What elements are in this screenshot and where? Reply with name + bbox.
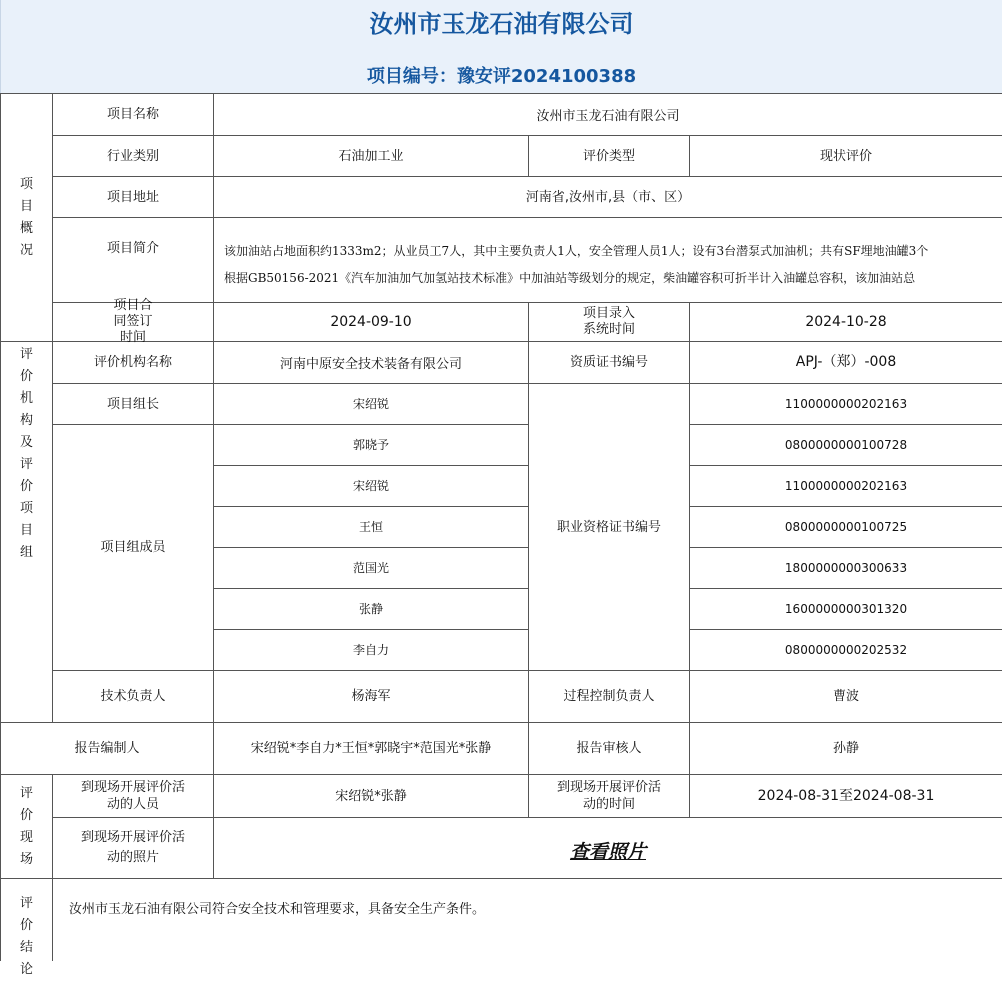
intro-line-1: 该加油站占地面积约1333m2；从业员工7人，其中主要负责人1人，安全管理人员1人；设有3台潜泵式加油机；共有SF埋地油罐3个: [224, 244, 929, 258]
member-name: 张静: [214, 589, 529, 630]
industry-value: 石油加工业: [214, 136, 529, 177]
member-name: 范国光: [214, 548, 529, 589]
entry-date: 2024-10-28: [690, 303, 1002, 342]
company-title: 汝州市玉龙石油有限公司: [369, 10, 634, 38]
industry-label: 行业类别: [53, 136, 214, 177]
site-people-value: 宋绍锐*张静: [214, 775, 529, 818]
tech-value: 杨海军: [214, 671, 529, 723]
site-photo-label: 到现场开展评价活动的照片: [53, 818, 214, 879]
process-label: 过程控制负责人: [529, 671, 690, 723]
contract-label: 项目合同签订时间: [53, 303, 214, 342]
site-time-label: 到现场开展评价活动的时间: [529, 775, 690, 818]
leader-name: 宋绍锐: [214, 384, 529, 425]
site-people-label: 到现场开展评价活动的人员: [53, 775, 214, 818]
leader-label: 项目组长: [53, 384, 214, 425]
site-photo-cell: [214, 818, 1002, 879]
member-cert: 1600000000301320: [690, 589, 1002, 630]
view-photos-link[interactable]: 查看照片: [569, 840, 646, 863]
org-value: 河南中原安全技术装备有限公司: [214, 342, 529, 384]
member-cert: 0800000000100725: [690, 507, 1002, 548]
cert-label: 资质证书编号: [529, 342, 690, 384]
reviewer-label: 报告审核人: [529, 723, 690, 775]
members-label: 项目组成员: [53, 425, 214, 671]
project-number: 项目编号：豫安评2024100388: [366, 66, 637, 87]
reviewer-value: 孙静: [690, 723, 1002, 775]
project-name-label: 项目名称: [53, 94, 214, 136]
conclusion-text: 汝州市玉龙石油有限公司符合安全技术和管理要求，具备安全生产条件。: [69, 902, 486, 917]
section-team: 评价机构及评价项目组: [1, 342, 53, 723]
intro-line-2: 根据GB50156-2021《汽车加油加气加氢站技术标准》中加油站等级划分的规定，柴油罐容积可折半计入油罐总容积，该加油站总: [224, 271, 916, 285]
member-name: 王恒: [214, 507, 529, 548]
eval-type-label: 评价类型: [529, 136, 690, 177]
process-value: 曹波: [690, 671, 1002, 723]
member-cert: 0800000000202532: [690, 630, 1002, 671]
site-time-value: 2024-08-31至2024-08-31: [690, 775, 1002, 818]
leader-cert: 1100000000202163: [690, 384, 1002, 425]
entry-label: 项目录入系统时间: [529, 303, 690, 342]
qual-label: 职业资格证书编号: [529, 384, 690, 671]
project-name-value: 汝州市玉龙石油有限公司: [214, 94, 1002, 136]
member-name: 李自力: [214, 630, 529, 671]
member-name: 宋绍锐: [214, 466, 529, 507]
section-site: 评价现场: [1, 775, 53, 879]
compiler-value: 宋绍锐*李自力*王恒*郭晓宇*范国光*张静: [214, 723, 529, 775]
member-cert: 1800000000300633: [690, 548, 1002, 589]
section-conclusion: 评价结论: [1, 879, 53, 961]
member-cert: 0800000000100728: [690, 425, 1002, 466]
eval-type-value: 现状评价: [690, 136, 1002, 177]
org-label: 评价机构名称: [53, 342, 214, 384]
contract-date: 2024-09-10: [214, 303, 529, 342]
section-overview: 项目概况: [1, 94, 53, 342]
compiler-label: 报告编制人: [1, 723, 214, 775]
address-label: 项目地址: [53, 177, 214, 218]
intro-text: [214, 218, 1002, 303]
member-cert: 1100000000202163: [690, 466, 1002, 507]
address-value: 河南省,汝州市,县（市、区）: [214, 177, 1002, 218]
member-name: 郭晓予: [214, 425, 529, 466]
intro-label: 项目简介: [53, 218, 214, 303]
tech-label: 技术负责人: [53, 671, 214, 723]
cert-value: APJ-（郑）-008: [690, 342, 1002, 384]
